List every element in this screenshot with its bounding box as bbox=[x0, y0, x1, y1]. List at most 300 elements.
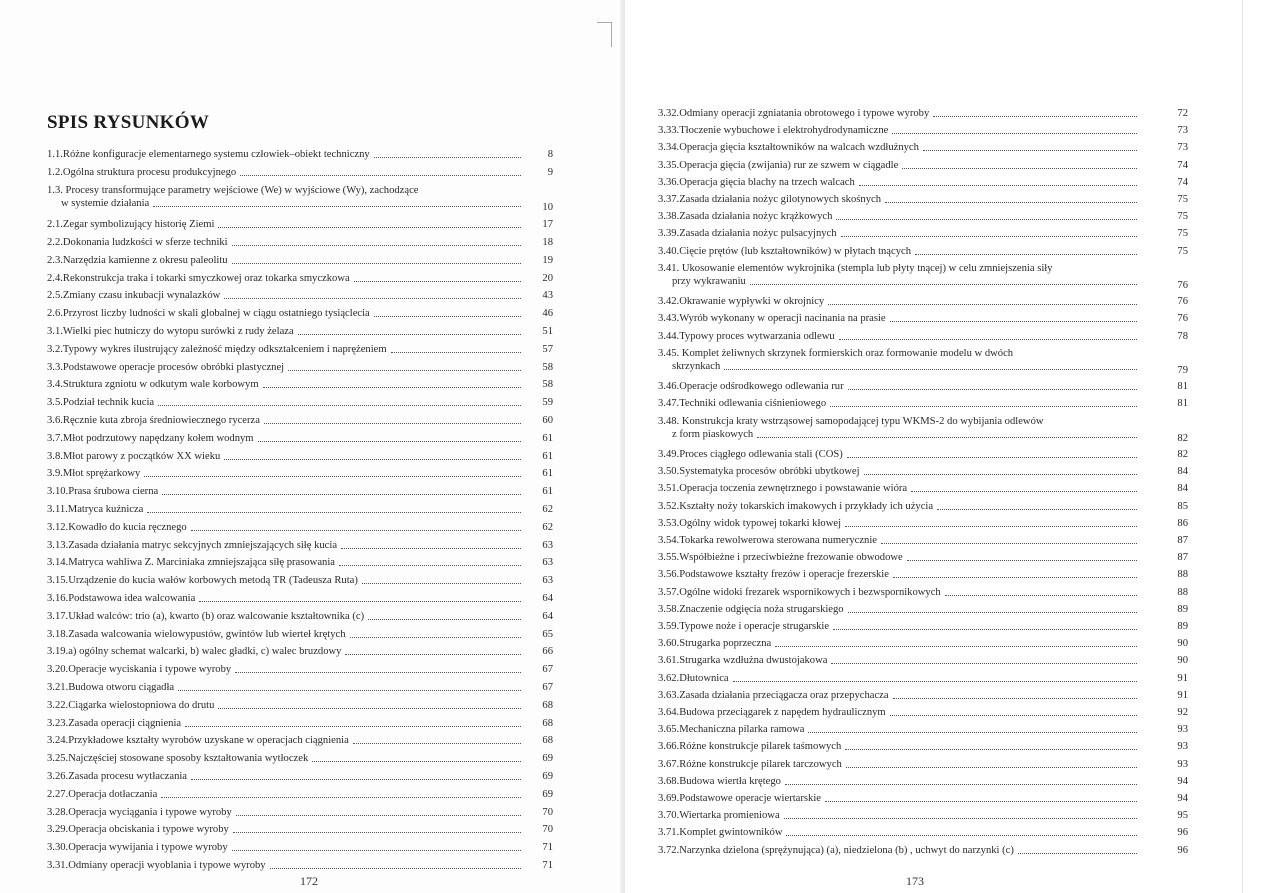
toc-entry bbox=[47, 325, 553, 342]
figure-caption: Odmiany operacji zgniatania obrotowego i typowe wyroby bbox=[679, 108, 930, 119]
page-reference: 69 bbox=[542, 753, 553, 765]
toc-entry bbox=[658, 448, 1188, 465]
figure-caption: Operacja wywijania i typowe wyroby bbox=[68, 842, 228, 854]
page-reference: 76 bbox=[1177, 313, 1188, 325]
page-reference: 79 bbox=[1177, 364, 1188, 376]
dot-leader bbox=[191, 530, 521, 531]
figure-caption: Wielki piec hutniczy do wytopu surówki z rudy żelaza bbox=[62, 326, 294, 337]
figure-caption: Dokonania ludzkości w sferze techniki bbox=[62, 237, 228, 248]
page-number-right: 173 bbox=[906, 874, 924, 888]
figure-caption: Przyrost liczby ludności w skali globalnej w ciągu ostatniego tysiąclecia bbox=[62, 308, 370, 320]
page-reference: 94 bbox=[1177, 793, 1188, 804]
figure-number: 3.36. bbox=[658, 176, 680, 188]
page-reference: 69 bbox=[542, 771, 553, 782]
toc-entry bbox=[658, 517, 1188, 534]
page-reference: 46 bbox=[542, 308, 553, 320]
page-reference: 71 bbox=[542, 842, 553, 854]
dot-leader bbox=[848, 389, 1137, 390]
toc-entry bbox=[658, 792, 1188, 809]
figure-number: 3.6. bbox=[47, 415, 63, 426]
figure-number: 3.45. bbox=[658, 347, 680, 359]
figure-caption: Układ walców: trio (a), kwarto (b) oraz walcowanie kształtownika (c) bbox=[68, 610, 365, 622]
figure-caption: Matryca kuźnicza bbox=[67, 504, 144, 515]
dot-leader bbox=[218, 708, 521, 709]
page-reference: 82 bbox=[1177, 432, 1188, 444]
page-reference: 63 bbox=[542, 575, 553, 587]
page-reference: 88 bbox=[1177, 586, 1188, 598]
dot-leader bbox=[147, 512, 521, 513]
figure-caption: Podstawowe operacje procesów obróbki plastycznej bbox=[62, 361, 285, 373]
figure-caption: Tłoczenie wybuchowe i elektrohydrodynamiczne bbox=[679, 125, 889, 137]
toc-entry bbox=[47, 556, 553, 573]
figure-number: 3.65. bbox=[658, 724, 680, 736]
figure-number: 3.44. bbox=[658, 330, 680, 342]
toc-entry bbox=[47, 592, 553, 609]
dot-leader bbox=[153, 206, 521, 207]
toc-entry bbox=[658, 397, 1188, 414]
page-reference: 58 bbox=[542, 379, 553, 391]
figure-number: 3.39. bbox=[658, 228, 680, 240]
dot-leader bbox=[162, 494, 521, 495]
figure-caption-continued: skrzynkach bbox=[672, 360, 721, 372]
page-edge-shadow bbox=[1242, 0, 1243, 893]
figure-number: 3.12. bbox=[47, 521, 69, 533]
dot-leader bbox=[825, 801, 1137, 802]
toc-entry bbox=[47, 574, 553, 591]
right-page bbox=[625, 0, 1263, 893]
figure-caption-continued: z form piaskowych bbox=[672, 428, 754, 440]
toc-entry bbox=[47, 645, 553, 662]
toc-entry bbox=[658, 380, 1188, 397]
figure-number: 3.18. bbox=[47, 628, 69, 640]
figure-number: 3.17. bbox=[47, 610, 69, 622]
figure-number: 3.25. bbox=[47, 753, 69, 765]
figure-number: 3.49. bbox=[658, 449, 680, 460]
figure-number: 3.60. bbox=[658, 638, 680, 650]
toc-entry bbox=[47, 414, 553, 431]
dot-leader bbox=[374, 157, 521, 158]
page-reference: 65 bbox=[542, 628, 553, 640]
toc-entry bbox=[658, 740, 1188, 757]
figure-number: 3.22. bbox=[47, 699, 69, 711]
page-reference: 66 bbox=[542, 646, 553, 658]
page-reference: 19 bbox=[542, 254, 553, 266]
figure-caption: Kowadło do kucia ręcznego bbox=[68, 521, 187, 533]
toc-entry bbox=[47, 539, 553, 556]
page-reference: 70 bbox=[542, 824, 553, 836]
toc-entry bbox=[658, 620, 1188, 637]
page-reference: 67 bbox=[542, 682, 553, 693]
toc-entry bbox=[658, 809, 1188, 826]
figure-number: 3.32. bbox=[658, 108, 680, 119]
dot-leader bbox=[350, 637, 521, 638]
dot-leader bbox=[354, 281, 521, 282]
figure-number: 1.3. bbox=[47, 184, 63, 196]
figure-caption: Operacja gięcia blachy na trzech walcach bbox=[679, 176, 855, 188]
page-reference: 68 bbox=[542, 699, 553, 711]
figure-number: 3.53. bbox=[658, 517, 680, 529]
figure-number: 3.42. bbox=[658, 296, 680, 308]
toc-entry bbox=[658, 586, 1188, 603]
dot-leader bbox=[264, 423, 521, 424]
figure-number: 3.37. bbox=[658, 194, 680, 205]
figure-number: 3.52. bbox=[658, 500, 680, 512]
page-reference: 90 bbox=[1177, 638, 1188, 650]
page-reference: 91 bbox=[1177, 672, 1188, 684]
toc-entry bbox=[658, 262, 1188, 296]
figure-number: 3.50. bbox=[658, 466, 680, 478]
toc-entry bbox=[47, 396, 553, 413]
dot-leader bbox=[288, 370, 521, 371]
figure-caption: Zmiany czasu inkubacji wynalazków bbox=[62, 290, 221, 302]
figure-number: 3.30. bbox=[47, 842, 69, 854]
dot-leader bbox=[232, 245, 521, 246]
figure-caption: Podstawowe operacje wiertarskie bbox=[679, 793, 821, 804]
figure-caption: Zasada działania nożyc krążkowych bbox=[679, 211, 833, 223]
figure-number: 3.71. bbox=[658, 827, 680, 839]
figure-caption: Wyrób wykonany w operacji nacinania na prasie bbox=[679, 313, 886, 325]
dot-leader bbox=[263, 387, 521, 388]
page-reference: 18 bbox=[542, 237, 553, 248]
figure-number: 3.9. bbox=[47, 468, 63, 480]
page-title: SPIS RYSUNKÓW bbox=[47, 112, 210, 133]
page-reference: 93 bbox=[1177, 724, 1188, 736]
figure-number: 3.57. bbox=[658, 586, 680, 598]
dot-leader bbox=[362, 583, 521, 584]
dot-leader bbox=[864, 474, 1137, 475]
figure-caption: Zasada operacji ciągnienia bbox=[68, 717, 182, 729]
toc-entry bbox=[47, 272, 553, 289]
dot-leader bbox=[199, 601, 521, 602]
page-reference: 89 bbox=[1177, 603, 1188, 615]
dot-leader bbox=[224, 459, 521, 460]
figure-number: 3.16. bbox=[47, 593, 69, 604]
figure-number: 3.43. bbox=[658, 313, 680, 325]
dot-leader bbox=[845, 526, 1137, 527]
dot-leader bbox=[890, 321, 1137, 322]
dot-leader bbox=[298, 334, 521, 335]
fold-crease-mark bbox=[597, 22, 612, 47]
toc-entry bbox=[658, 654, 1188, 671]
figure-number: 3.13. bbox=[47, 539, 69, 551]
figure-caption: Typowy wykres ilustrujący zależność między odkształceniem i naprężeniem bbox=[62, 343, 387, 355]
page-reference: 93 bbox=[1177, 758, 1188, 770]
dot-leader bbox=[828, 304, 1137, 305]
page-reference: 75 bbox=[1177, 194, 1188, 205]
page-reference: 58 bbox=[542, 361, 553, 373]
toc-entry bbox=[47, 361, 553, 378]
toc-entry bbox=[658, 245, 1188, 262]
figure-number: 1.2. bbox=[47, 166, 63, 178]
figure-number: 3.28. bbox=[47, 806, 69, 818]
dot-leader bbox=[836, 219, 1137, 220]
dot-leader bbox=[353, 743, 521, 744]
figure-caption: Młot podrzutowy napędzany kołem wodnym bbox=[62, 432, 254, 444]
dot-leader bbox=[831, 663, 1137, 664]
figure-caption: Tokarka rewolwerowa sterowana numerycznie bbox=[679, 535, 877, 546]
figure-caption: Ogólne widoki frezarek wspornikowych i bezwspornikowych bbox=[679, 586, 941, 598]
toc-entry bbox=[47, 236, 553, 253]
page-reference: 75 bbox=[1177, 245, 1188, 257]
figure-caption: Operacje odśrodkowego odlewania rur bbox=[679, 381, 844, 393]
figure-caption: Okrawanie wypływki w okrojnicy bbox=[679, 296, 825, 308]
figure-number: 3.48. bbox=[658, 415, 680, 427]
figure-caption: Kształty noży tokarskich imakowych i przykłady ich użycia bbox=[679, 500, 934, 512]
toc-entry bbox=[47, 788, 553, 805]
figure-number: 3.35. bbox=[658, 159, 680, 171]
dot-leader bbox=[784, 818, 1137, 819]
dot-leader bbox=[847, 457, 1137, 458]
page-reference: 63 bbox=[542, 539, 553, 551]
toc-entry bbox=[658, 534, 1188, 551]
toc-entry bbox=[658, 706, 1188, 723]
page-reference: 74 bbox=[1177, 176, 1188, 188]
dot-leader bbox=[786, 835, 1137, 836]
figure-number: 3.3. bbox=[47, 361, 63, 373]
page-reference: 82 bbox=[1177, 449, 1188, 460]
page-number-left: 172 bbox=[300, 874, 318, 888]
figure-number: 2.2. bbox=[47, 237, 63, 248]
page-reference: 81 bbox=[1177, 381, 1188, 393]
toc-entry bbox=[47, 628, 553, 645]
figure-caption: Różne konfiguracje elementarnego systemu człowiek–obiekt techniczny bbox=[62, 149, 370, 160]
figure-caption: Strugarka poprzeczna bbox=[679, 638, 772, 650]
figure-caption: Przykładowe kształty wyrobów uzyskane w operacjach ciągnienia bbox=[68, 735, 349, 747]
figure-caption: a) ogólny schemat walcarki, b) walec gładki, c) walec bruzdowy bbox=[68, 646, 342, 658]
toc-entry bbox=[47, 254, 553, 271]
toc-entry bbox=[658, 312, 1188, 329]
figure-caption: Podstawowe kształty frezów i operacje frezerskie bbox=[679, 569, 889, 581]
figure-caption: Systematyka procesów obróbki ubytkowej bbox=[679, 466, 860, 478]
figure-caption: Zasada walcowania wielowypustów, gwintów lub wierteł krętych bbox=[68, 628, 346, 640]
toc-entry bbox=[47, 681, 553, 698]
figure-number: 3.51. bbox=[658, 483, 680, 495]
dot-leader bbox=[224, 298, 521, 299]
toc-entry bbox=[658, 465, 1188, 482]
figure-caption: Techniki odlewania ciśnieniowego bbox=[679, 398, 827, 410]
toc-entry bbox=[658, 826, 1188, 843]
figure-caption: Współbieżne i przeciwbieżne frezowanie obwodowe bbox=[679, 552, 903, 564]
figure-caption: Struktura zgniotu w odkutym wale korbowym bbox=[62, 379, 259, 391]
page-reference: 87 bbox=[1177, 535, 1188, 546]
toc-entry bbox=[658, 141, 1188, 158]
figure-caption: Narzędzia kamienne z okresu paleolitu bbox=[62, 254, 228, 266]
left-page bbox=[0, 0, 625, 893]
toc-entry bbox=[658, 672, 1188, 689]
toc-entry bbox=[658, 227, 1188, 244]
dot-leader bbox=[750, 284, 1137, 285]
toc-entry bbox=[47, 823, 553, 840]
figure-caption: Budowa przeciągarek z napędem hydraulicznym bbox=[679, 707, 886, 718]
toc-entry bbox=[47, 752, 553, 769]
figure-number: 2.4. bbox=[47, 272, 63, 284]
toc-entry bbox=[47, 610, 553, 627]
figure-caption: Ciągarka wielostopniowa do drutu bbox=[68, 699, 215, 711]
toc-entry bbox=[658, 210, 1188, 227]
page-reference: 92 bbox=[1177, 707, 1188, 718]
figure-number: 3.2. bbox=[47, 343, 63, 355]
page-reference: 91 bbox=[1177, 689, 1188, 701]
page-reference: 10 bbox=[542, 201, 553, 213]
page-reference: 75 bbox=[1177, 211, 1188, 223]
page-reference: 69 bbox=[542, 788, 553, 800]
figure-number: 3.67. bbox=[658, 758, 680, 770]
page-reference: 86 bbox=[1177, 517, 1188, 529]
toc-entry bbox=[658, 568, 1188, 585]
figure-caption: Proces ciągłego odlewania stali (COS) bbox=[679, 449, 843, 460]
figure-number: 3.46. bbox=[658, 381, 680, 393]
page-reference: 67 bbox=[542, 664, 553, 676]
figure-caption: Strugarka wzdłużna dwustojakowa bbox=[679, 655, 828, 667]
figure-number: 3.10. bbox=[47, 486, 69, 498]
figure-caption: Komplet gwintowników bbox=[679, 827, 783, 839]
figure-number: 3.1. bbox=[47, 326, 63, 337]
figure-number: 2.3. bbox=[47, 254, 63, 266]
figure-caption: Prasa śrubowa cierna bbox=[68, 486, 159, 498]
figure-caption: Konstrukcja kraty wstrząsowej samopodającej typu WKMS-2 do wybijania odlewów bbox=[681, 415, 1044, 427]
figure-number: 3.29. bbox=[47, 824, 69, 836]
figure-number: 3.8. bbox=[47, 450, 63, 462]
dot-leader bbox=[881, 543, 1137, 544]
figure-number: 3.62. bbox=[658, 672, 680, 684]
page-reference: 68 bbox=[542, 717, 553, 729]
figure-number: 2.27. bbox=[47, 788, 69, 800]
figure-number: 2.6. bbox=[47, 308, 63, 320]
dot-leader bbox=[775, 646, 1137, 647]
figure-number: 3.61. bbox=[658, 655, 680, 667]
figure-caption: Odmiany operacji wyoblania i typowe wyroby bbox=[68, 860, 266, 871]
figure-number: 3.38. bbox=[658, 211, 680, 223]
toc-entry bbox=[658, 689, 1188, 706]
toc-entry bbox=[47, 378, 553, 395]
figure-number: 3.56. bbox=[658, 569, 680, 581]
dot-leader bbox=[1018, 853, 1137, 854]
figure-number: 3.58. bbox=[658, 603, 680, 615]
figure-caption: Najczęściej stosowane sposoby kształtowania wytłoczek bbox=[68, 753, 309, 765]
figure-number: 3.14. bbox=[47, 557, 69, 569]
figure-caption: Matryca wahliwa Z. Marciniaka zmniejszająca siłę prasowania bbox=[68, 557, 335, 569]
toc-entry bbox=[47, 450, 553, 467]
figure-number: 1.1. bbox=[47, 149, 63, 160]
page-reference: 57 bbox=[542, 343, 553, 355]
dot-leader bbox=[339, 565, 521, 566]
dot-leader bbox=[785, 784, 1137, 785]
dot-leader bbox=[937, 509, 1137, 510]
toc-entry bbox=[658, 295, 1188, 312]
page-reference: 61 bbox=[542, 468, 553, 480]
figure-caption: Zasada działania matryc sekcyjnych zmniejszających siłę kucia bbox=[68, 539, 338, 551]
page-reference: 68 bbox=[542, 735, 553, 747]
page-reference: 94 bbox=[1177, 775, 1188, 787]
figure-number: 3.66. bbox=[658, 741, 680, 753]
figure-caption: Mechaniczna pilarka ramowa bbox=[679, 724, 805, 736]
page-reference: 89 bbox=[1177, 621, 1188, 632]
dot-leader bbox=[902, 168, 1137, 169]
toc-entry bbox=[658, 159, 1188, 176]
figure-caption-continued: w systemie działania bbox=[61, 197, 150, 209]
page-reference: 51 bbox=[542, 326, 553, 337]
dot-leader bbox=[724, 369, 1137, 370]
dot-leader bbox=[923, 150, 1137, 151]
dot-leader bbox=[374, 316, 521, 317]
figure-number: 3.70. bbox=[658, 810, 680, 822]
figure-caption: Ręcznie kuta zbroja średniowiecznego rycerza bbox=[62, 415, 260, 426]
dot-leader bbox=[907, 560, 1137, 561]
figure-number: 3.31. bbox=[47, 860, 69, 871]
page-reference: 9 bbox=[547, 166, 553, 178]
page-reference: 96 bbox=[1177, 844, 1188, 856]
figure-caption: Zasada działania nożyc pulsacyjnych bbox=[679, 228, 837, 240]
figure-number: 3.7. bbox=[47, 432, 63, 444]
page-reference: 64 bbox=[542, 610, 553, 622]
dot-leader bbox=[161, 797, 521, 798]
toc-entry bbox=[47, 734, 553, 751]
dot-leader bbox=[733, 681, 1137, 682]
toc-entry bbox=[47, 184, 553, 218]
figure-caption: Procesy transformujące parametry wejściowe (We) w wyjściowe (Wy), zachodzące bbox=[65, 184, 419, 196]
figure-caption: Dłutownica bbox=[679, 672, 729, 684]
figure-number: 3.19. bbox=[47, 646, 69, 658]
figure-caption: Typowe noże i operacje strugarskie bbox=[679, 621, 830, 632]
toc-entry bbox=[658, 844, 1188, 861]
figure-caption: Zasada działania nożyc gilotynowych skośnych bbox=[679, 194, 881, 205]
dot-leader bbox=[845, 749, 1137, 750]
figure-caption: Operacja dotłaczania bbox=[68, 788, 158, 800]
page-reference: 81 bbox=[1177, 398, 1188, 410]
dot-leader bbox=[841, 236, 1137, 237]
dot-leader bbox=[312, 761, 521, 762]
dot-leader bbox=[191, 779, 521, 780]
figure-number: 3.34. bbox=[658, 142, 680, 154]
toc-entry bbox=[47, 166, 553, 183]
figure-caption: Operacja obciskania i typowe wyroby bbox=[68, 824, 229, 836]
figure-caption: Budowa otworu ciągadła bbox=[68, 682, 175, 693]
toc-entry bbox=[658, 193, 1188, 210]
page-reference: 76 bbox=[1177, 296, 1188, 308]
figure-number: 2.5. bbox=[47, 290, 63, 302]
dot-leader bbox=[144, 476, 521, 477]
figure-number: 3.40. bbox=[658, 245, 680, 257]
figure-caption: Operacja toczenia zewnętrznego i powstawanie wióra bbox=[679, 483, 908, 495]
toc-entry bbox=[47, 343, 553, 360]
figure-number: 3.72. bbox=[658, 844, 680, 856]
figure-number: 3.23. bbox=[47, 717, 69, 729]
page-reference: 93 bbox=[1177, 741, 1188, 753]
page-reference: 43 bbox=[542, 290, 553, 302]
dot-leader bbox=[808, 732, 1137, 733]
toc-entry bbox=[47, 841, 553, 858]
dot-leader bbox=[833, 629, 1137, 630]
figure-caption: Zasada procesu wytłaczania bbox=[68, 771, 188, 782]
dot-leader bbox=[848, 612, 1137, 613]
dot-leader bbox=[218, 227, 521, 228]
page-reference: 71 bbox=[542, 860, 553, 871]
page-reference: 96 bbox=[1177, 827, 1188, 839]
figure-caption: Operacja wyciągania i typowe wyroby bbox=[68, 806, 232, 818]
page-reference: 78 bbox=[1177, 330, 1188, 342]
figure-number: 3.5. bbox=[47, 397, 63, 409]
dot-leader bbox=[911, 491, 1137, 492]
figure-caption: Różne konstrukcje pilarek tarczowych bbox=[679, 758, 842, 770]
figure-number: 3.26. bbox=[47, 771, 69, 782]
toc-entry bbox=[47, 717, 553, 734]
figure-caption: Ogólny widok typowej tokarki kłowej bbox=[679, 517, 842, 529]
page-reference: 87 bbox=[1177, 552, 1188, 564]
dot-leader bbox=[757, 437, 1137, 438]
figure-caption: Operacje wyciskania i typowe wyroby bbox=[68, 664, 232, 676]
toc-entry bbox=[658, 107, 1188, 124]
page-reference: 64 bbox=[542, 593, 553, 604]
